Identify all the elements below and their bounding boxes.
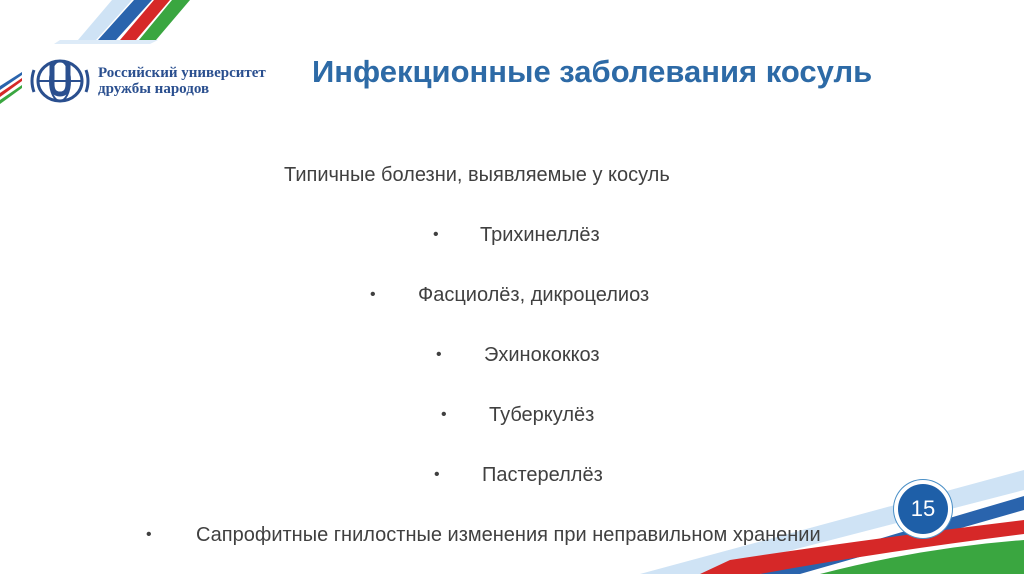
university-globe-icon <box>30 56 90 106</box>
list-item-text: Трихинеллёз <box>480 224 600 246</box>
logo-line-2: дружбы народов <box>98 81 210 97</box>
list-item-text: Фасциолёз, дикроцелиоз <box>418 284 650 306</box>
bullet-icon: • <box>370 286 376 303</box>
lead-text: Типичные болезни, выявляемые у косуль <box>284 164 670 186</box>
university-logo <box>30 56 290 106</box>
logo-line-1: Российский университет <box>98 65 266 81</box>
bullet-icon: • <box>436 346 442 363</box>
bullet-icon: • <box>441 406 447 423</box>
logo-text <box>98 65 298 97</box>
slide-title: Инфекционные заболевания косуль <box>312 54 873 89</box>
list-item-text: Эхинококкоз <box>484 344 600 366</box>
page-number-badge: 15 <box>898 484 948 534</box>
bullet-icon: • <box>433 226 439 243</box>
list-item-text: Пастереллёз <box>482 464 603 486</box>
bullet-icon: • <box>146 526 152 543</box>
bullet-icon: • <box>434 466 440 483</box>
list-item-text: Туберкулёз <box>489 404 595 426</box>
list-item-text: Сапрофитные гнилостные изменения при неправильном хранении <box>196 524 821 546</box>
